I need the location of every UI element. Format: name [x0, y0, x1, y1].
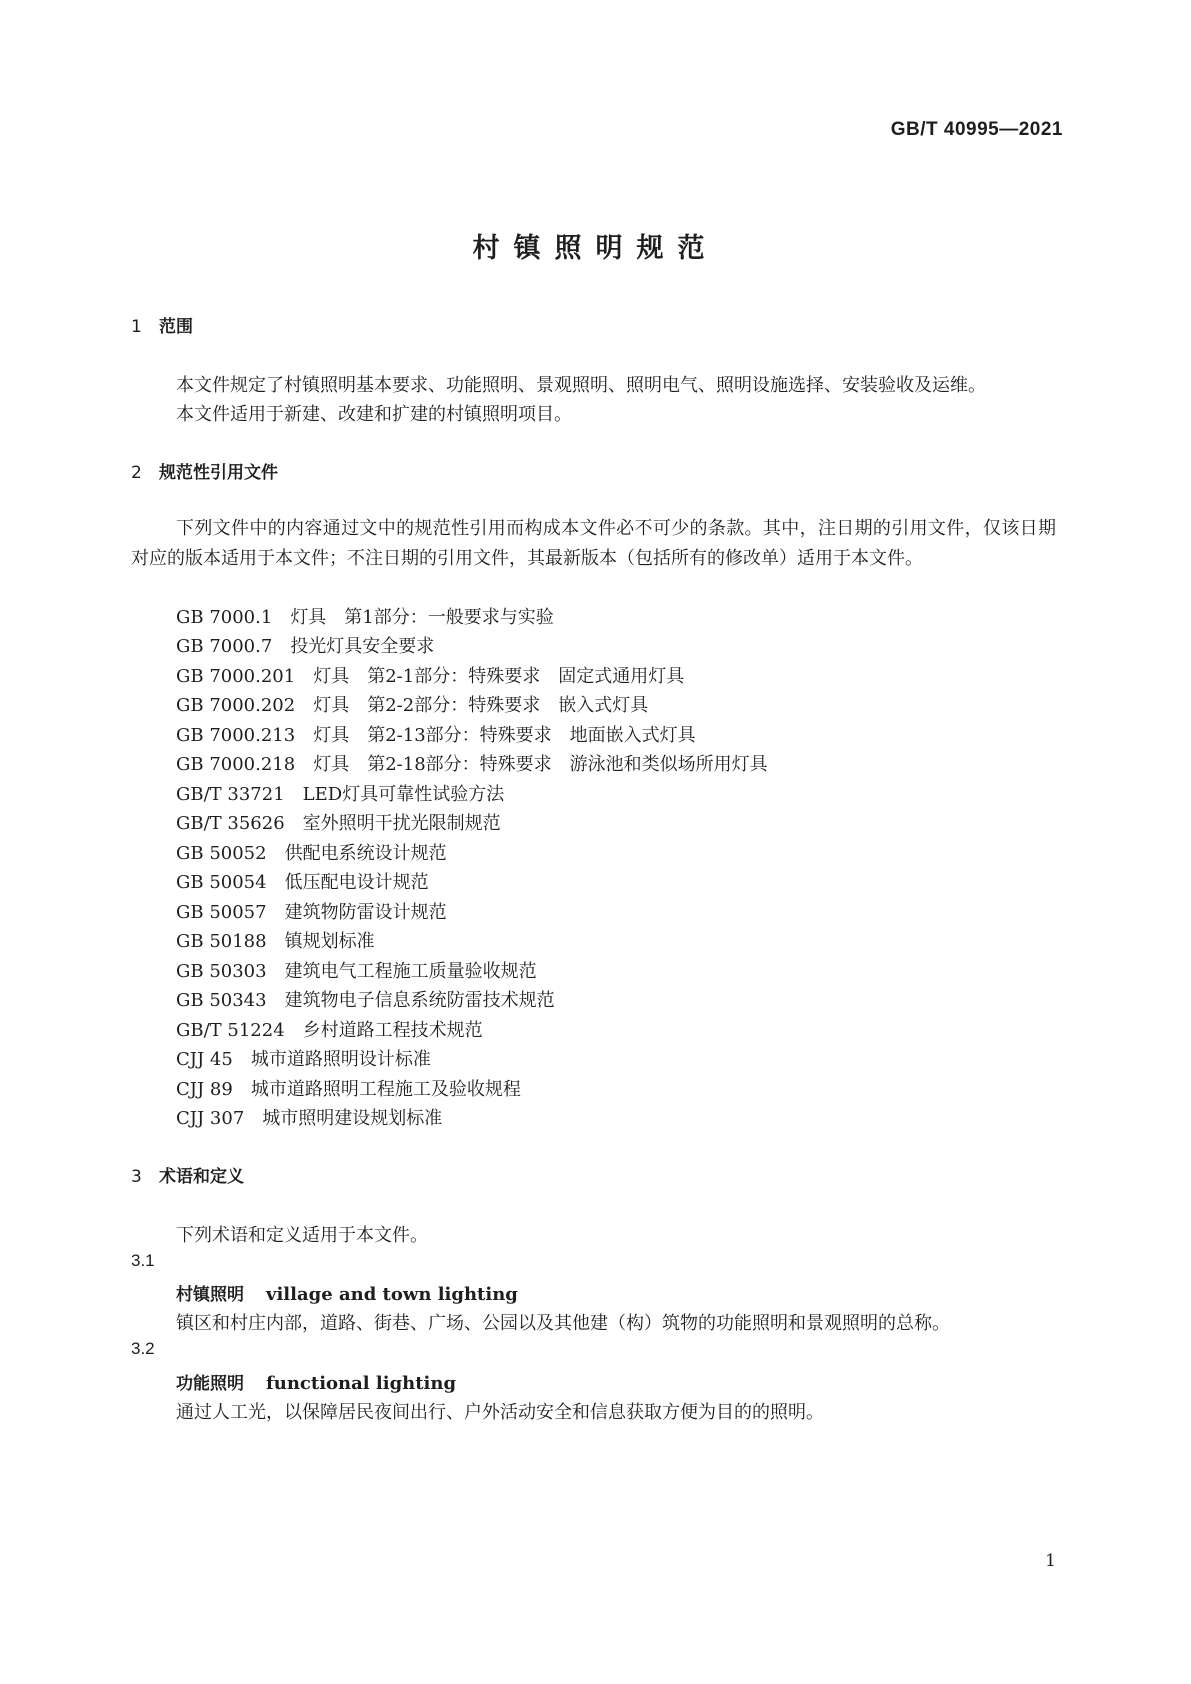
term-definition: 镇区和村庄内部，道路、街巷、广场、公园以及其他建（构）筑物的功能照明和景观照明的总称。: [176, 1313, 950, 1334]
reference-item: [176, 691, 648, 717]
section-title: 术语和定义: [159, 1167, 244, 1187]
reference-code: GB 7000.1: [176, 607, 273, 628]
reference-title: 建筑电气工程施工质量验收规范: [284, 961, 537, 982]
standard-number: GB/T 40995—2021: [890, 119, 1063, 140]
reference-title: 供配电系统设计规范: [284, 843, 447, 864]
normative-references-intro: 下列文件中的内容通过文中的规范性引用而构成本文件必不可少的条款。其中，注日期的引用文件，仅该日期对应的版本适用于本文件；不注日期的引用文件，其最新版本（包括所有的修改单）适用于本文件。: [131, 518, 1056, 569]
document-title: 村镇照明规范: [472, 233, 719, 264]
scope-paragraph-2: 本文件适用于新建、改建和扩建的村镇照明项目。: [176, 404, 572, 425]
reference-title: 建筑物电子信息系统防雷技术规范: [284, 990, 555, 1011]
section-number: 1: [131, 317, 142, 337]
reference-code: CJJ 45: [176, 1049, 233, 1070]
terms-intro: 下列术语和定义适用于本文件。: [176, 1225, 428, 1246]
reference-title: 乡村道路工程技术规范: [302, 1020, 483, 1041]
reference-item: [176, 603, 554, 629]
reference-item: [176, 1016, 483, 1042]
reference-code: GB 7000.201: [176, 666, 296, 687]
section-1-heading: [131, 312, 193, 337]
reference-item: [176, 986, 555, 1012]
reference-title: 城市照明建设规划标准: [262, 1108, 443, 1129]
term-english: functional lighting: [266, 1373, 457, 1394]
reference-title: 室外照明干扰光限制规范: [302, 813, 501, 834]
term-english: village and town lighting: [266, 1284, 518, 1305]
reference-item: [176, 750, 768, 776]
reference-code: GB 7000.218: [176, 754, 296, 775]
reference-code: GB 7000.7: [176, 636, 273, 657]
term-chinese: 村镇照明: [176, 1285, 244, 1305]
reference-item: [176, 1104, 442, 1130]
reference-item: [176, 1075, 521, 1101]
reference-item: [176, 1045, 431, 1071]
reference-title: 灯具 第2-1部分：特殊要求 固定式通用灯具: [313, 666, 685, 687]
reference-item: [176, 809, 501, 835]
reference-code: GB/T 51224: [176, 1020, 285, 1041]
section-2-heading: [131, 458, 278, 483]
reference-code: GB 50343: [176, 990, 267, 1011]
reference-title: 镇规划标准: [284, 931, 375, 952]
reference-item: [176, 868, 429, 894]
reference-title: 灯具 第2-2部分：特殊要求 嵌入式灯具: [313, 695, 649, 716]
reference-title: 灯具 第2-13部分：特殊要求 地面嵌入式灯具: [313, 725, 696, 746]
reference-item: [176, 632, 434, 658]
reference-item: [176, 927, 375, 953]
term-chinese: 功能照明: [176, 1374, 244, 1394]
reference-item: [176, 662, 684, 688]
reference-title: LED灯具可靠性试验方法: [302, 784, 505, 805]
reference-code: CJJ 89: [176, 1079, 233, 1100]
reference-code: GB 50057: [176, 902, 267, 923]
reference-title: 灯具 第1部分：一般要求与实验: [290, 607, 554, 628]
term-heading: [176, 1280, 518, 1305]
reference-title: 城市道路照明工程施工及验收规程: [250, 1079, 521, 1100]
reference-code: GB 50052: [176, 843, 267, 864]
term-definition: 通过人工光，以保障居民夜间出行、户外活动安全和信息获取方便为目的的照明。: [176, 1402, 824, 1423]
reference-item: [176, 839, 447, 865]
page-number: 1: [1045, 1551, 1056, 1571]
section-title: 规范性引用文件: [159, 463, 278, 483]
reference-code: GB/T 35626: [176, 813, 285, 834]
term-number: 3.2: [131, 1339, 155, 1358]
reference-item: [176, 898, 447, 924]
section-title: 范围: [159, 317, 193, 337]
reference-code: CJJ 307: [176, 1108, 245, 1129]
reference-code: GB 50054: [176, 872, 267, 893]
reference-title: 投光灯具安全要求: [290, 636, 435, 657]
reference-code: GB 50303: [176, 961, 267, 982]
reference-code: GB 7000.213: [176, 725, 296, 746]
section-number: 2: [131, 463, 142, 483]
term-heading: [176, 1369, 456, 1394]
section-3-heading: [131, 1162, 244, 1187]
term-number: 3.1: [131, 1251, 155, 1270]
section-number: 3: [131, 1167, 142, 1187]
reference-code: GB 50188: [176, 931, 267, 952]
reference-code: GB 7000.202: [176, 695, 296, 716]
reference-title: 低压配电设计规范: [284, 872, 429, 893]
reference-item: [176, 780, 504, 806]
reference-code: GB/T 33721: [176, 784, 285, 805]
reference-title: 建筑物防雷设计规范: [284, 902, 447, 923]
reference-title: 城市道路照明设计标准: [250, 1049, 431, 1070]
scope-paragraph-1: 本文件规定了村镇照明基本要求、功能照明、景观照明、照明电气、照明设施选择、安装验收及运维。: [176, 375, 986, 396]
reference-item: [176, 721, 696, 747]
reference-title: 灯具 第2-18部分：特殊要求 游泳池和类似场所用灯具: [313, 754, 768, 775]
reference-item: [176, 957, 537, 983]
